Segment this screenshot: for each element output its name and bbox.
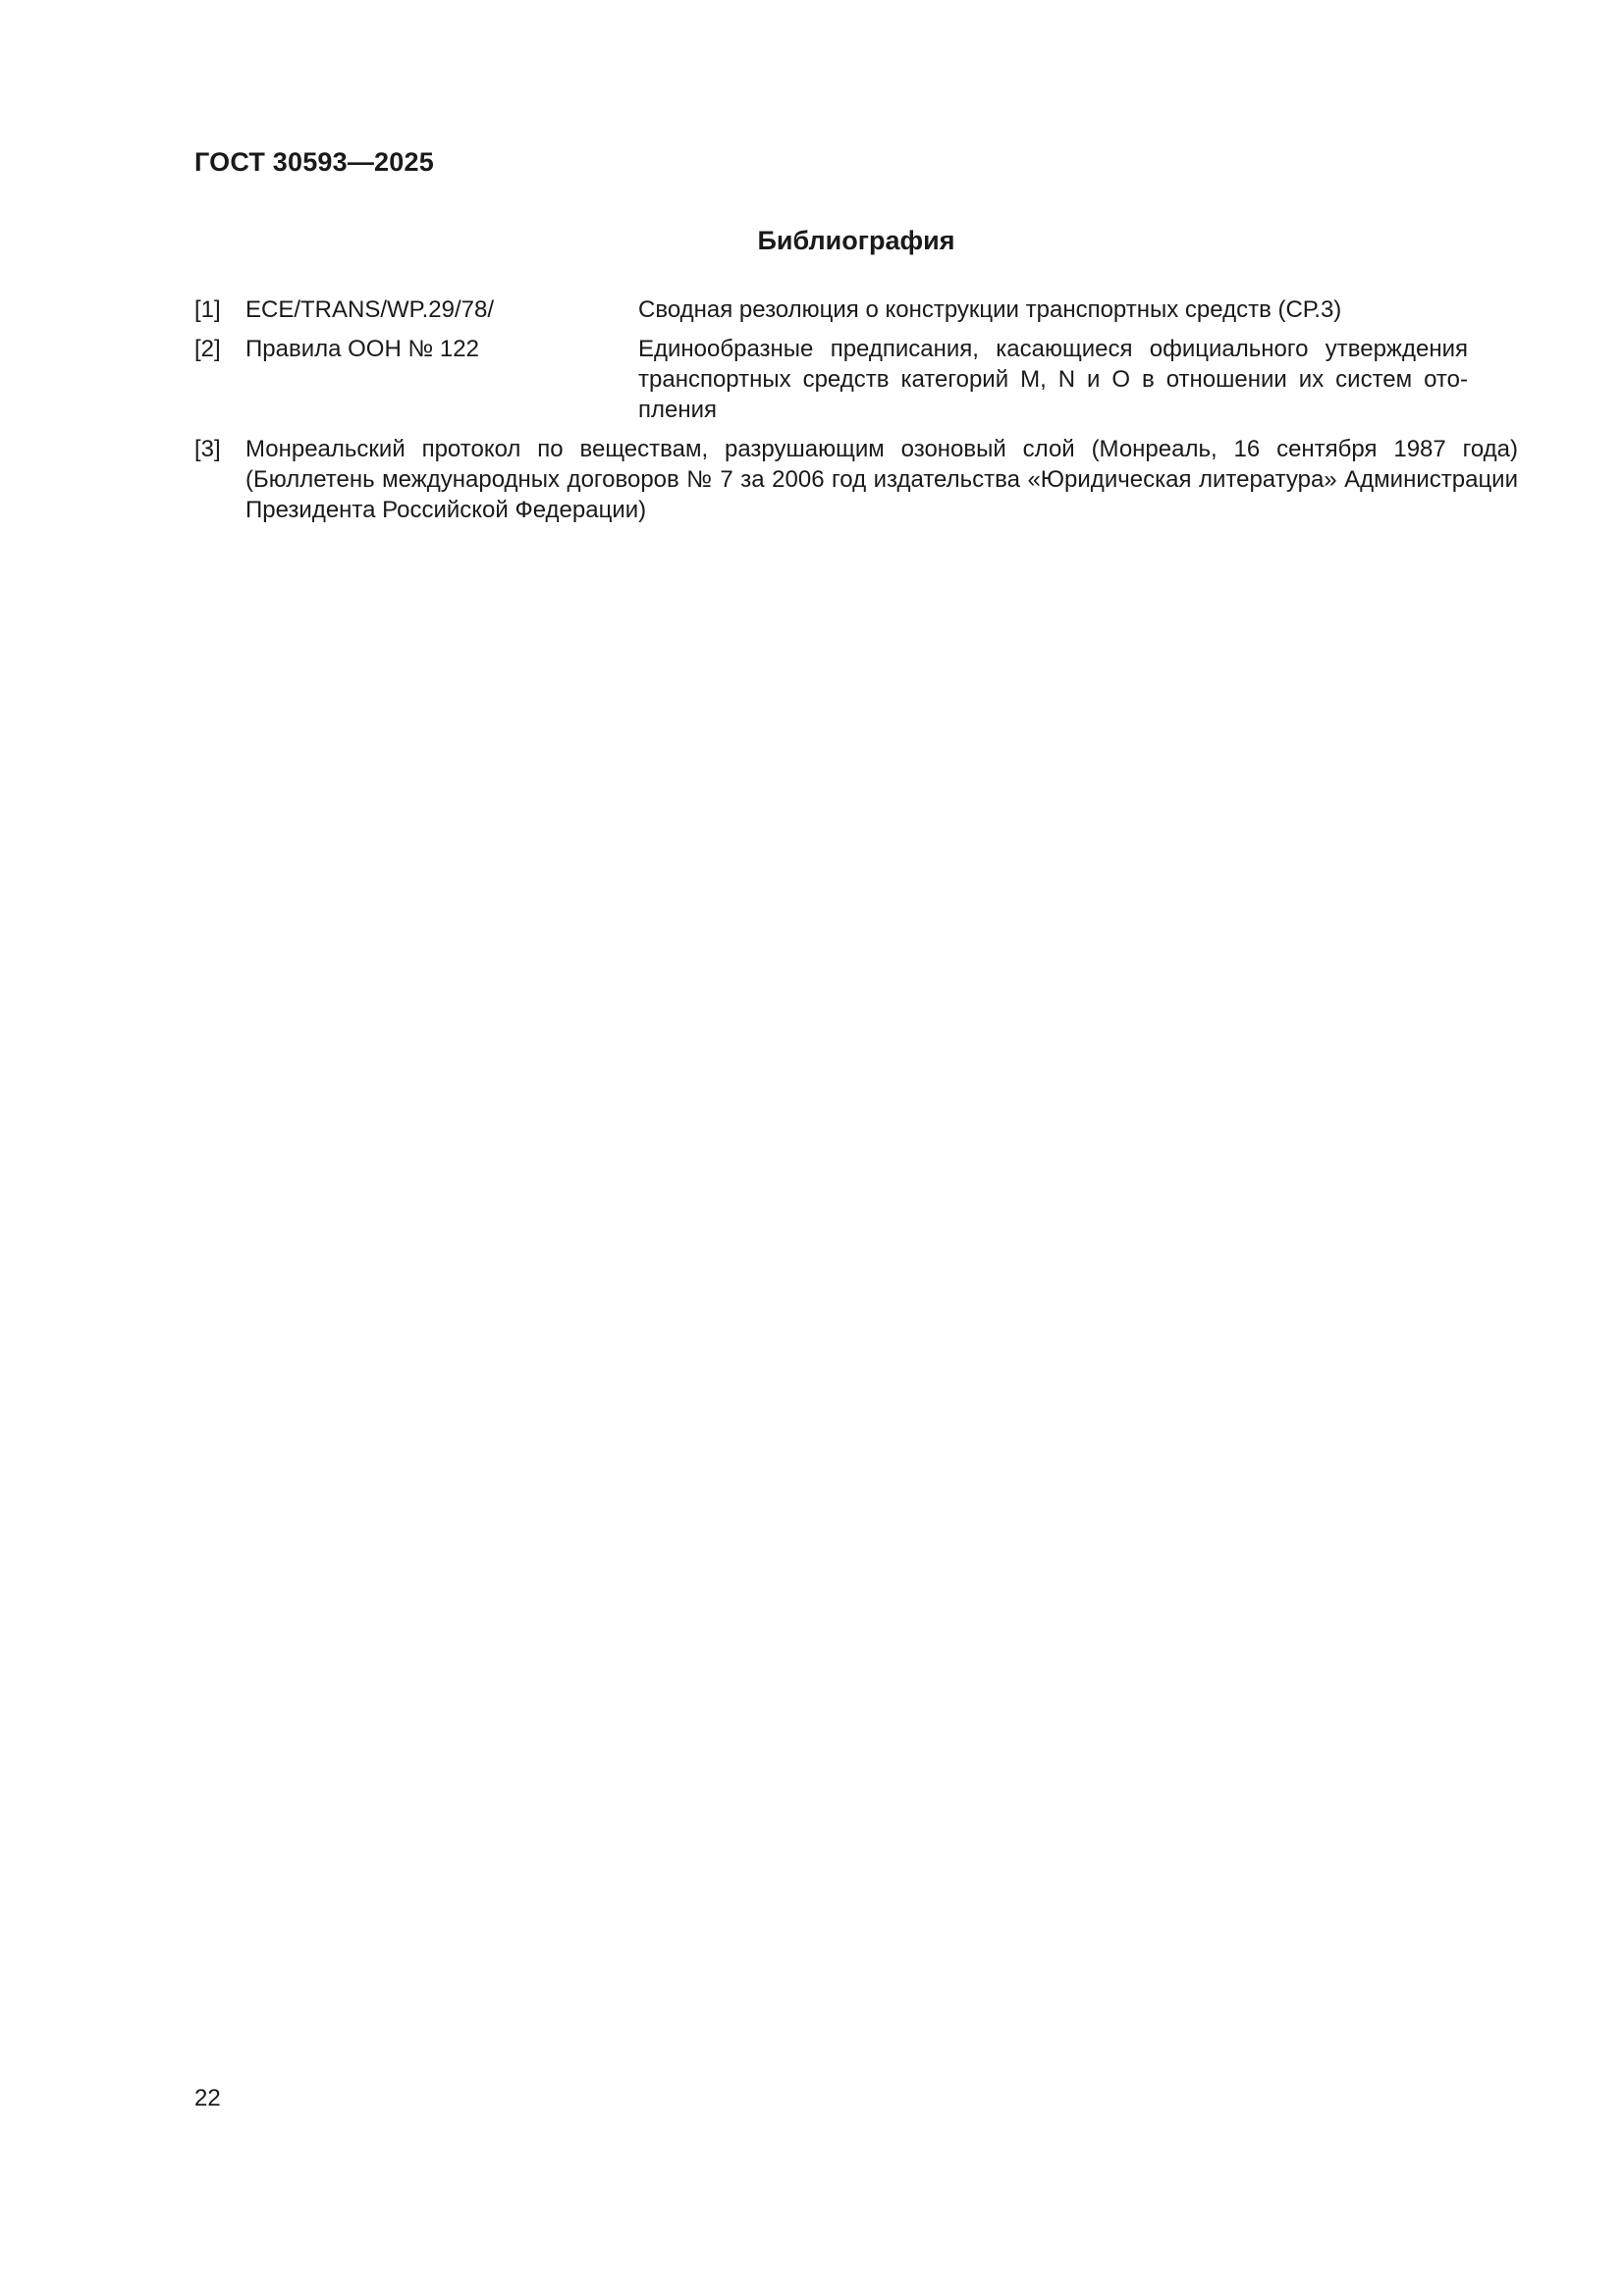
bibliography-entry-3 [194,434,1518,525]
bibliography-number: [3] [194,436,221,462]
bibliography-code: ECE/TRANS/WP.29/78/ [245,296,494,323]
section-title: Библиография [757,226,955,255]
standard-code-header: ГОСТ 30593—2025 [194,147,434,177]
bibliography-number: [2] [194,336,221,362]
bibliography-title: Сводная резолюция о конструкции транспортных средств (СР.3) [638,296,1342,323]
bibliography-full-text: Монреальский протокол по веществам, разрушающим озоновый слой (Монреаль, 16 сентября 1987 года) (Бюллетень международных договоров № 7 за 2006 год издательства «Юридическая литература» Администрации Президента Российской Федерации) [245,436,1518,523]
bibliography-code: Правила ООН № 122 [245,336,479,362]
page-number: 22 [194,2085,221,2111]
bibliography-list [194,294,1518,534]
bibliography-entry-2 [194,334,1518,425]
bibliography-number: [1] [194,296,221,323]
bibliography-title: Единообразные предписания, касающиеся официального утверждения транспортных средств категорий М, N и О в отношении их систем отопления [638,336,1468,423]
bibliography-entry-1 [194,294,1518,325]
